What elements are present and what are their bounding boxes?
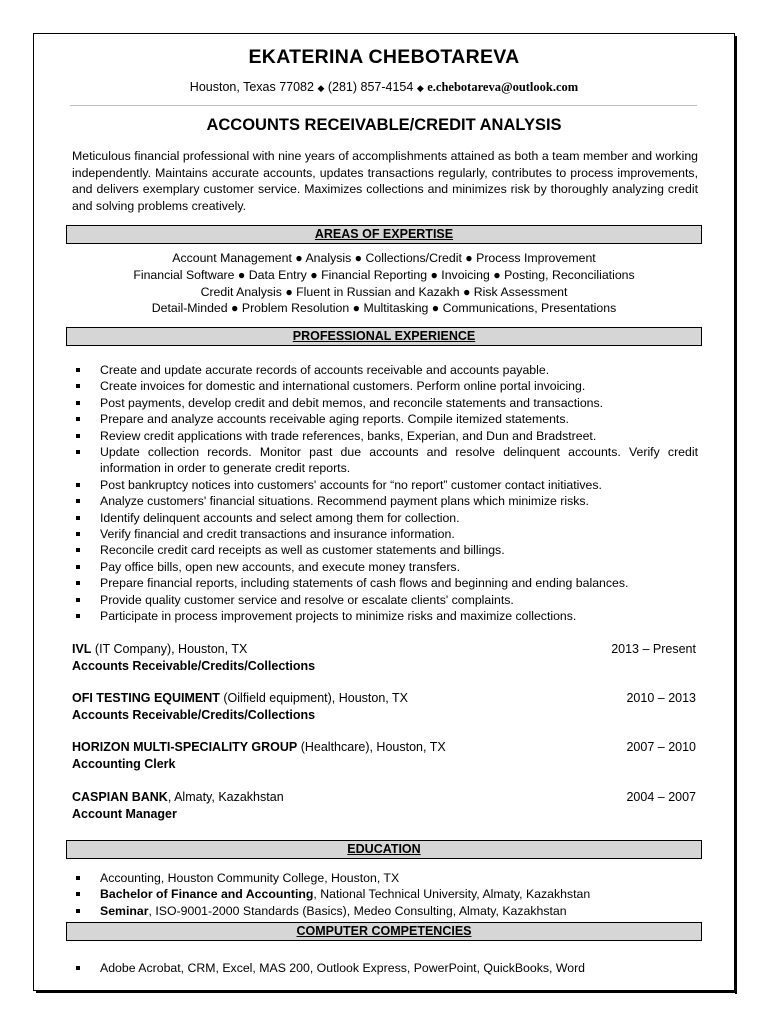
candidate-name: EKATERINA CHEBOTAREVA xyxy=(248,46,520,68)
job-entry xyxy=(72,641,696,674)
expertise-list xyxy=(34,250,734,317)
list-item: Review credit applications with trade references, banks, Experian, and Dun and Bradstreet. xyxy=(74,428,698,444)
contact-line xyxy=(34,80,734,95)
computer-list xyxy=(74,960,698,976)
list-item: Bachelor of Finance and Accounting, National Technical University, Almaty, Kazakhstan xyxy=(74,886,698,902)
job-role: Accounts Receivable/Credits/Collections xyxy=(72,707,316,722)
company-name: OFI TESTING EQUIMENT xyxy=(72,691,220,705)
list-item: Reconcile credit card receipts as well as customer statements and billings. xyxy=(74,542,698,558)
list-item: Post bankruptcy notices into customers' accounts for “no report” customer contact initiatives. xyxy=(74,477,698,493)
list-item: Adobe Acrobat, CRM, Excel, MAS 200, Outlook Express, PowerPoint, QuickBooks, Word xyxy=(74,960,698,976)
list-item: Post payments, develop credit and debit memos, and reconcile statements and transactions. xyxy=(74,395,698,411)
education-list xyxy=(74,870,698,919)
section-header-expertise: AREAS OF EXPERTISE xyxy=(66,225,702,244)
job-role: Account Manager xyxy=(72,806,177,821)
list-item: Provide quality customer service and resolve or escalate clients' complaints. xyxy=(74,592,698,608)
job-years: 2007 – 2010 xyxy=(626,740,696,754)
job-years: 2010 – 2013 xyxy=(626,691,696,705)
job-entry xyxy=(72,789,696,822)
section-header-experience: PROFESSIONAL EXPERIENCE xyxy=(66,327,702,346)
header-divider xyxy=(70,105,697,106)
job-role: Accounting Clerk xyxy=(72,756,176,771)
list-item: Identify delinquent accounts and select among them for collection. xyxy=(74,510,698,526)
list-item: Verify financial and credit transactions and insurance information. xyxy=(74,526,698,542)
page-shadow-right xyxy=(735,36,737,994)
email: e.chebotareva@outlook.com xyxy=(427,80,579,94)
job-entry xyxy=(72,690,696,723)
diamond-separator-icon: ◆ xyxy=(416,83,424,93)
page-shadow-bottom xyxy=(36,991,737,993)
job-role: Accounts Receivable/Credits/Collections xyxy=(72,658,316,673)
list-item: Pay office bills, open new accounts, and execute money transfers. xyxy=(74,559,698,575)
list-item: Participate in process improvement projects to minimize risks and maximize collections. xyxy=(74,608,698,624)
company-detail: , Almaty, Kazakhstan xyxy=(167,790,284,804)
expertise-line: Credit Analysis ● Fluent in Russian and Kazakh ● Risk Assessment xyxy=(200,284,568,299)
resume-title: ACCOUNTS RECEIVABLE/CREDIT ANALYSIS xyxy=(206,116,562,134)
section-header-computer: COMPUTER COMPETENCIES xyxy=(66,922,702,941)
company-name: HORIZON MULTI-SPECIALITY GROUP xyxy=(72,740,298,754)
list-item: Accounting, Houston Community College, Houston, TX xyxy=(74,870,698,886)
location: Houston, Texas 77082 xyxy=(189,80,314,94)
summary-paragraph: Meticulous financial professional with nine years of accomplishments attained as both a team member and working independently. Maintains accurate accounts, updates transactions regularly, contributes to process improvements, and delivers exemplary customer service. Maximizes collections and minimizes risk by thoroughly analyzing credit and solving problems creatively. xyxy=(72,149,698,213)
section-header-education: EDUCATION xyxy=(66,840,702,859)
company-detail: (Oilfield equipment), Houston, TX xyxy=(219,691,408,705)
company-name: IVL xyxy=(72,642,92,656)
list-item: Update collection records. Monitor past due accounts and resolve delinquent accounts. Verify credit information in order to generate credit reports. xyxy=(74,444,698,477)
expertise-line: Financial Software ● Data Entry ● Financial Reporting ● Invoicing ● Posting, Reconciliations xyxy=(133,267,635,282)
diamond-separator-icon: ◆ xyxy=(317,83,325,93)
expertise-line: Detail-Minded ● Problem Resolution ● Multitasking ● Communications, Presentations xyxy=(151,301,617,316)
list-item: Create invoices for domestic and international customers. Perform online portal invoicing. xyxy=(74,378,698,394)
company-detail: (Healthcare), Houston, TX xyxy=(297,740,446,754)
resume-page xyxy=(33,33,735,991)
list-item: Create and update accurate records of accounts receivable and accounts payable. xyxy=(74,362,698,378)
list-item: Prepare and analyze accounts receivable aging reports. Compile itemized statements. xyxy=(74,411,698,427)
expertise-line: Account Management ● Analysis ● Collections/Credit ● Process Improvement xyxy=(172,251,596,265)
list-item: Prepare financial reports, including statements of cash flows and beginning and ending balances. xyxy=(74,575,698,591)
list-item: Seminar, ISO-9001-2000 Standards (Basics), Medeo Consulting, Almaty, Kazakhstan xyxy=(74,903,698,919)
job-years: 2013 – Present xyxy=(611,642,696,656)
experience-bullets xyxy=(74,362,698,625)
list-item: Analyze customers' financial situations. Recommend payment plans which minimize risks. xyxy=(74,493,698,509)
company-detail: (IT Company), Houston, TX xyxy=(91,642,248,656)
company-name: CASPIAN BANK xyxy=(72,790,168,804)
job-entry xyxy=(72,739,696,772)
job-years: 2004 – 2007 xyxy=(626,790,696,804)
phone: (281) 857-4154 xyxy=(327,80,414,94)
